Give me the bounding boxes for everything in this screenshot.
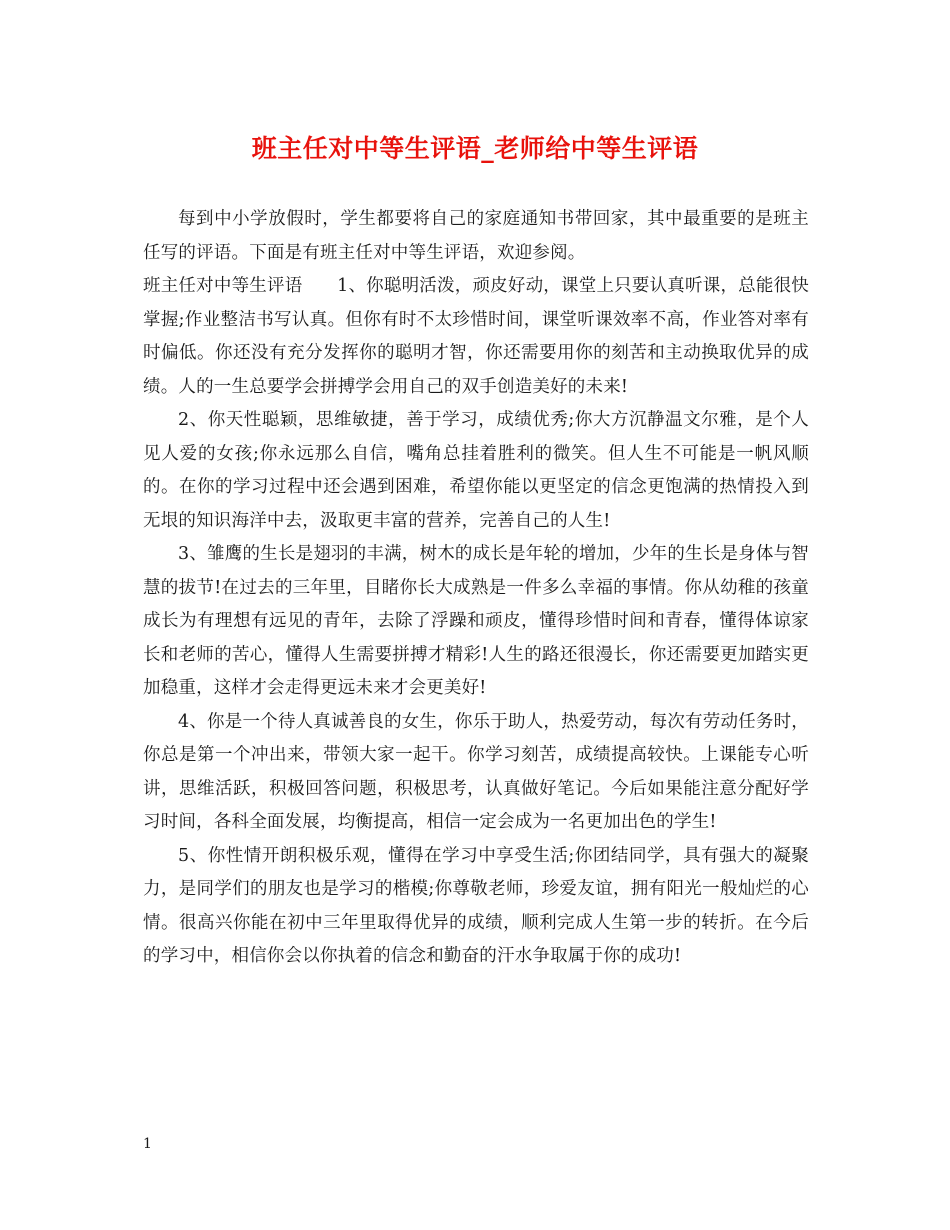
section-label: 班主任对中等生评语 — [143, 276, 303, 296]
intro-paragraph: 每到中小学放假时，学生都要将自己的家庭通知书带回家，其中最重要的是班主任写的评语。下面是有班主任对中等生评语，欢迎参阅。 — [143, 209, 809, 263]
document-title: 班主任对中等生评语_老师给中等生评语 — [251, 134, 699, 163]
comment-paragraph-2: 2、你天性聪颖，思维敏捷，善于学习，成绩优秀;你大方沉静温文尔雅，是个人见人爱的女孩;你永远那么自信，嘴角总挂着胜利的微笑。但人生不可能是一帆风顺的。在你的学习过程中还会遇到困难，希望你能以更坚定的信念更饱满的热情投入到无垠的知识海洋中去，汲取更丰富的营养，完善自己的人生! — [143, 410, 809, 531]
comment-paragraph-4: 4、你是一个待人真诚善良的女生，你乐于助人，热爱劳动，每次有劳动任务时，你总是第一个冲出来，带领大家一起干。你学习刻苦，成绩提高较快。上课能专心听讲，思维活跃，积极回答问题，积极思考，认真做好笔记。今后如果能注意分配好学习时间，各科全面发展，均衡提高，相信一定会成为一名更加出色的学生! — [143, 711, 809, 832]
document-body — [143, 203, 809, 974]
comment-paragraph-5: 5、你性情开朗积极乐观，懂得在学习中享受生活;你团结同学，具有强大的凝聚力，是同学们的朋友也是学习的楷模;你尊敬老师，珍爱友谊，拥有阳光一般灿烂的心情。很高兴你能在初中三年里取得优异的成绩，顺利完成人生第一步的转折。在今后的学习中，相信你会以你执着的信念和勤奋的汗水争取属于你的成功! — [143, 845, 809, 966]
comment-paragraph-3: 3、雏鹰的生长是翅羽的丰满，树木的成长是年轮的增加，少年的生长是身体与智慧的拔节!在过去的三年里，目睹你长大成熟是一件多么幸福的事情。你从幼稚的孩童成长为有理想有远见的青年，去除了浮躁和顽皮，懂得珍惜时间和青春，懂得体谅家长和老师的苦心，懂得人生需要拼搏才精彩!人生的路还很漫长，你还需要更加踏实更加稳重，这样才会走得更远未来才会更美好! — [143, 544, 809, 698]
comment-paragraph-1 — [143, 270, 809, 404]
page-number: 1 — [143, 1136, 152, 1152]
comment-text-1: 1、你聪明活泼，顽皮好动，课堂上只要认真听课，总能很快掌握;作业整洁书写认真。但你有时不太珍惜时间，课堂听课效率不高，作业答对率有时偏低。你还没有充分发挥你的聪明才智，你还需要用你的刻苦和主动换取优异的成绩。人的一生总要学会拼搏学会用自己的双手创造美好的未来! — [143, 276, 809, 397]
